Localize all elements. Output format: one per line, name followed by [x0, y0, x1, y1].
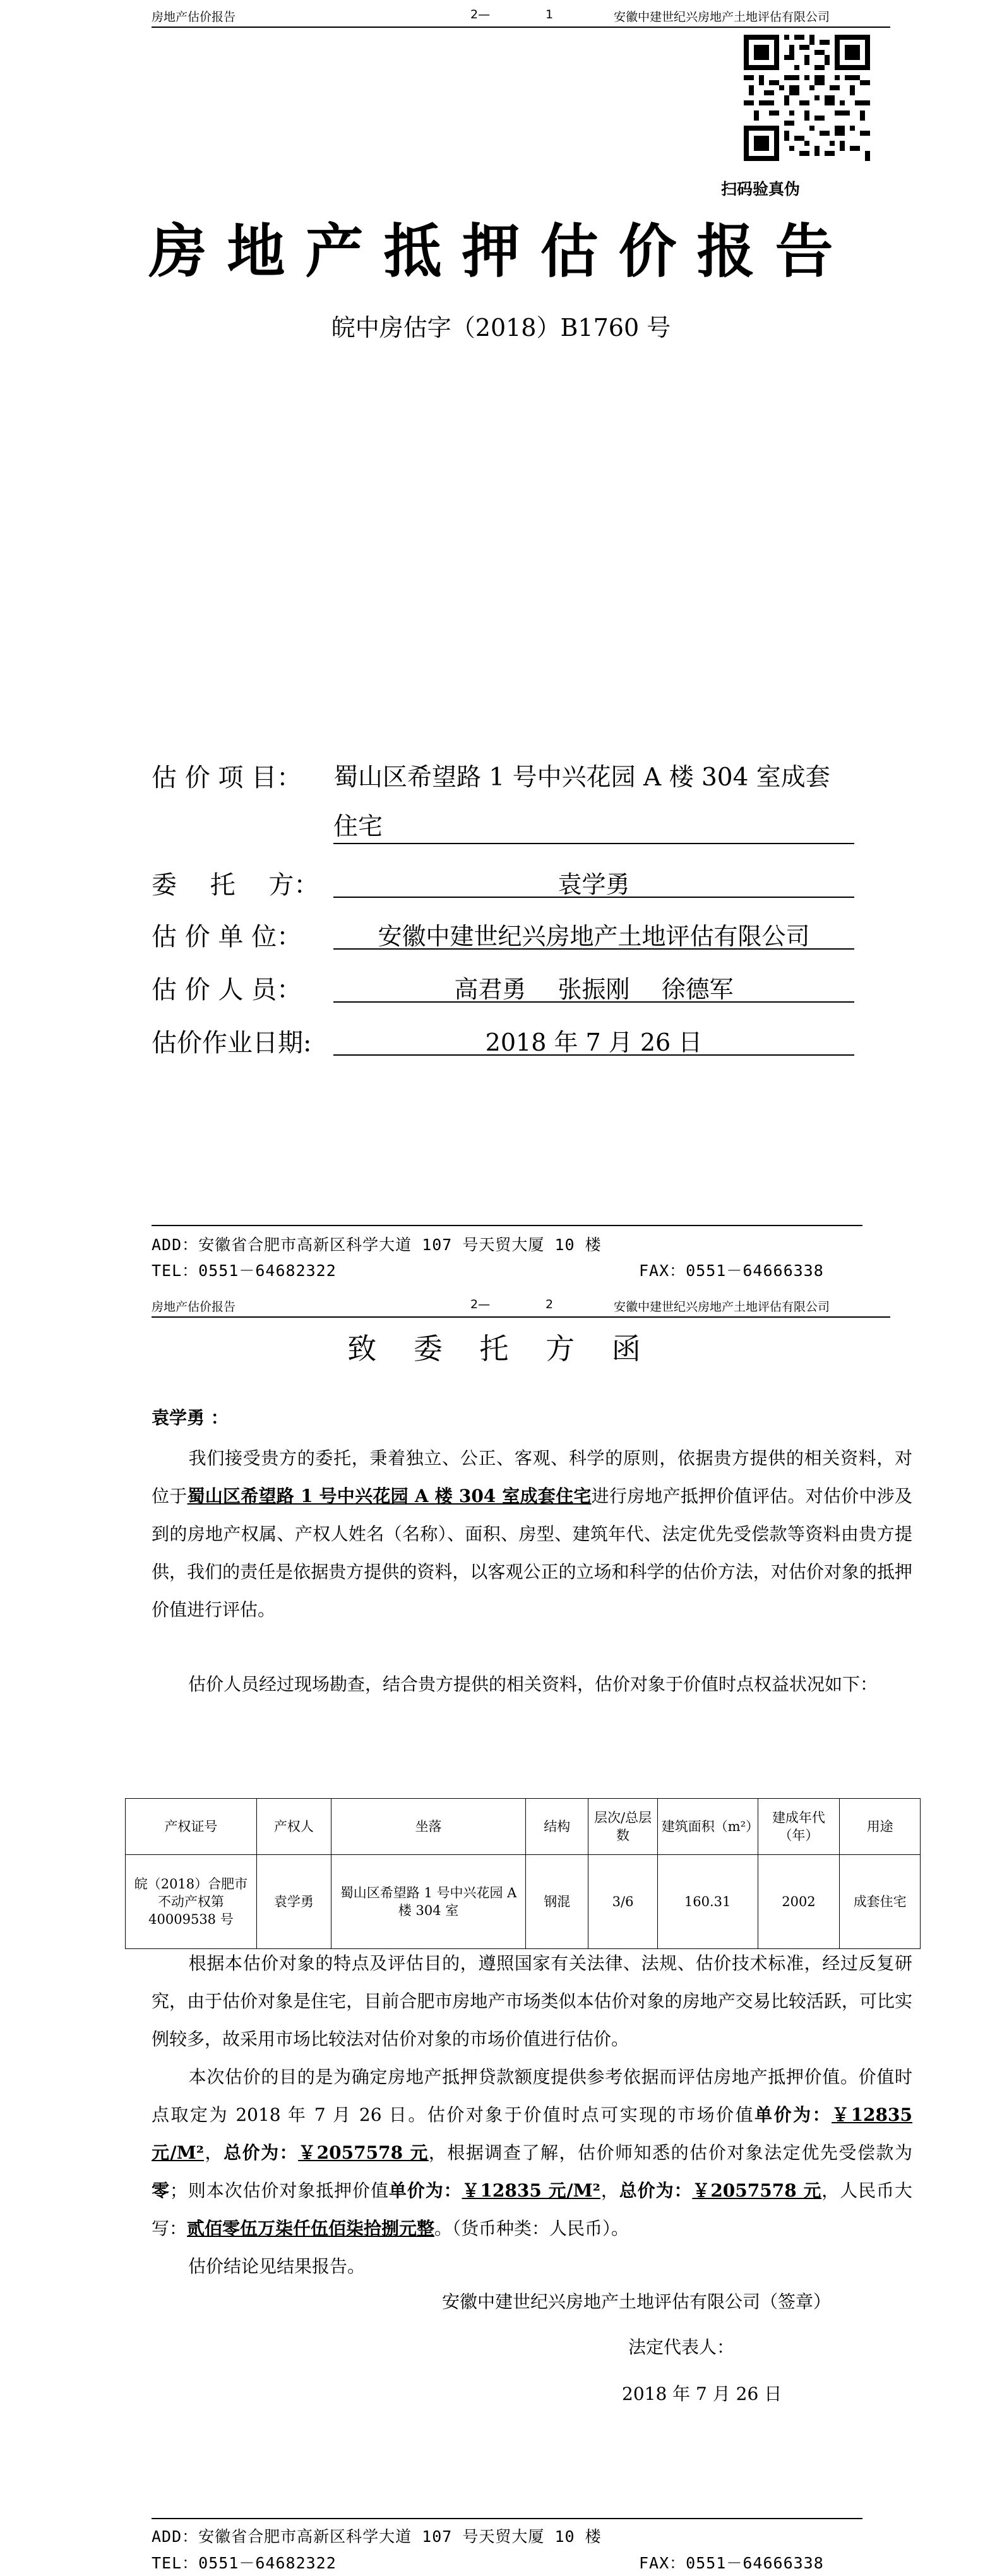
letter-date: 2018 年 7 月 26 日 — [622, 2383, 782, 2404]
p4-total-label-2: 总价为： — [619, 2180, 693, 2201]
value-work-date: 2018 年 7 月 26 日 — [485, 1029, 703, 1056]
underline-valuation-project — [333, 843, 854, 844]
p4-total-price-2: ￥2057578 元 — [692, 2180, 822, 2201]
page1-header-page-num: 1 — [546, 8, 554, 21]
cell-structure: 钢混 — [526, 1855, 588, 1949]
value-appraisers: 高君勇 张振刚 徐德军 — [454, 975, 734, 1003]
label-valuation-unit: 估 价 单 位： — [152, 922, 302, 951]
value-valuation-project-line2: 住宅 — [333, 813, 383, 841]
th-use: 用途 — [840, 1799, 921, 1855]
p4-unit-label-2: 单价为： — [388, 2180, 462, 2201]
page2-footer-tel: TEL：0551－64682322 — [152, 2554, 337, 2572]
p4-total-price: ￥2057578 元 — [298, 2142, 429, 2163]
th-cert-no: 产权证号 — [126, 1799, 257, 1855]
p4-text-d: ，人民币大写： — [152, 2180, 912, 2239]
p3-text: 根据本估价对象的特点及评估目的，遵照国家有关法律、法规、估价技术标准，经过反复研究，由于估价对象是住宅，目前合肥市房地产市场类似本估价对象的房地产交易比较活跃，可比实例较多，故采用市场比较法对估价对象的市场价值进行估价。 — [152, 1953, 912, 2049]
value-valuation-unit: 安徽中建世纪兴房地产土地评估有限公司 — [378, 922, 810, 950]
page1-header-right: 安徽中建世纪兴房地产土地评估有限公司 — [614, 10, 830, 24]
page2-header-rule — [152, 1316, 890, 1318]
cell-location: 蜀山区希望路 1 号中兴花园 A 楼 304 室 — [331, 1855, 525, 1949]
p5-text: 估价结论见结果报告。 — [188, 2256, 366, 2277]
page1-footer-tel: TEL：0551－64682322 — [152, 1261, 337, 1280]
th-location: 坐落 — [331, 1799, 525, 1855]
page2-header-page: 2— — [470, 1297, 491, 1311]
cell-area: 160.31 — [657, 1855, 758, 1949]
value-valuation-project-line1: 蜀山区希望路 1 号中兴花园 A 楼 304 室成套 — [333, 763, 830, 792]
underline-appraisers — [333, 1001, 854, 1003]
page2-header-page-num: 2 — [546, 1297, 554, 1311]
page2-header-left: 房地产估价报告 — [152, 1300, 236, 1314]
cell-year: 2002 — [758, 1855, 840, 1949]
underline-valuation-unit — [333, 948, 854, 950]
p4-amount-in-words: 贰佰零伍万柒仟伍佰柒拾捌元整 — [187, 2218, 435, 2239]
underline-client — [333, 897, 854, 898]
page2-footer-rule — [152, 2518, 862, 2519]
value-client: 袁学勇 — [558, 871, 630, 898]
qr-caption: 扫码验真伪 — [721, 180, 801, 198]
p4-sep-2: ， — [600, 2180, 619, 2201]
paragraph-inspection — [152, 1666, 912, 1703]
page1-footer-address: ADD：安徽省合肥市高新区科学大道 107 号天贸大厦 10 楼 — [152, 1236, 602, 1254]
property-rights-table — [125, 1798, 921, 1949]
underline-work-date — [333, 1054, 854, 1056]
label-appraisers: 估 价 人 员： — [152, 975, 302, 1005]
cell-owner: 袁学勇 — [256, 1855, 331, 1949]
th-structure: 结构 — [526, 1799, 588, 1855]
paragraph-entrustment — [152, 1440, 912, 1629]
page1-header-page: 2— — [470, 8, 491, 21]
paragraph-see-results — [152, 2248, 912, 2286]
table-row — [126, 1855, 921, 1949]
paragraph-conclusion — [152, 2058, 912, 2248]
page1-footer-fax: FAX：0551－64666338 — [639, 1261, 824, 1280]
cell-use: 成套住宅 — [840, 1855, 921, 1949]
page2-footer-address: ADD：安徽省合肥市高新区科学大道 107 号天贸大厦 10 楼 — [152, 2527, 602, 2546]
page1-header-left: 房地产估价报告 — [152, 10, 236, 24]
p4-total-label: 总价为： — [224, 2142, 299, 2163]
p4-text-e: 。（货币种类：人民币）。 — [434, 2218, 629, 2239]
legal-representative: 法定代表人： — [628, 2337, 735, 2358]
p4-sep: ， — [204, 2142, 224, 2163]
cell-cert-no: 皖（2018）合肥市不动产权第40009538 号 — [126, 1855, 257, 1949]
label-client: 委 托 方： — [152, 871, 319, 900]
p4-unit-label: 单价为： — [754, 2104, 832, 2125]
qr-code-icon — [744, 35, 870, 161]
report-number: 皖中房估字（2018）B1760 号 — [331, 314, 671, 342]
th-year: 建成年代（年） — [758, 1799, 840, 1855]
th-area: 建筑面积（m²） — [657, 1799, 758, 1855]
report-title: 房地产抵押估价报告 — [148, 217, 854, 285]
p1-text-a: 我们接受贵方的委托，秉着独立、公正、客观、科学的原则，依据贵方提供的相关资料，对位于 — [152, 1448, 912, 1506]
signer-company: 安徽中建世纪兴房地产土地评估有限公司（签章） — [442, 2291, 832, 2312]
p4-text-c: ；则本次估价对象抵押价值 — [169, 2180, 389, 2201]
page2-header-right: 安徽中建世纪兴房地产土地评估有限公司 — [614, 1300, 830, 1314]
page2-footer-fax: FAX：0551－64666338 — [639, 2554, 824, 2572]
p1-property-address: 蜀山区希望路 1 号中兴花园 A 楼 304 室成套住宅 — [187, 1486, 592, 1506]
p2-text: 估价人员经过现场勘查，结合贵方提供的相关资料，估价对象于价值时点权益状况如下： — [188, 1674, 878, 1695]
letter-title: 致 委 托 方 函 — [347, 1332, 655, 1366]
page1-footer-rule — [152, 1225, 862, 1226]
p4-text-b: ，根据调查了解，估价师知悉的估价对象法定优先受偿款为 — [428, 2142, 912, 2163]
page1-header-rule — [152, 27, 890, 28]
p4-priority-zero: 零 — [152, 2180, 170, 2201]
letter-salutation: 袁学勇 ： — [152, 1407, 229, 1428]
p4-unit-price: ￥12835 元/M² — [152, 2104, 912, 2163]
label-valuation-project: 估 价 项 目： — [152, 763, 302, 792]
table-header-row — [126, 1799, 921, 1855]
label-work-date: 估价作业日期: — [152, 1029, 312, 1058]
th-owner: 产权人 — [256, 1799, 331, 1855]
p4-unit-price-2: ￥12835 元/M² — [462, 2180, 600, 2201]
paragraph-method — [152, 1945, 912, 2058]
p1-text-c: 进行房地产抵押价值评估。对估价中涉及到的房地产权属、产权人姓名（名称）、面积、房型、建筑年代、法定优先受偿款等资料由贵方提供，我们的责任是依据贵方提供的资料，以客观公正的立场和科学的估价方法，对估价对象的抵押价值进行评估。 — [152, 1486, 912, 1620]
p4-text-a: 本次估价的目的是为确定房地产抵押贷款额度提供参考依据而评估房地产抵押价值。价值时点取定为 2018 年 7 月 26 日。估价对象于价值时点可实现的市场价值 — [152, 2066, 912, 2125]
th-floor: 层次/总层数 — [588, 1799, 657, 1855]
cell-floor: 3/6 — [588, 1855, 657, 1949]
